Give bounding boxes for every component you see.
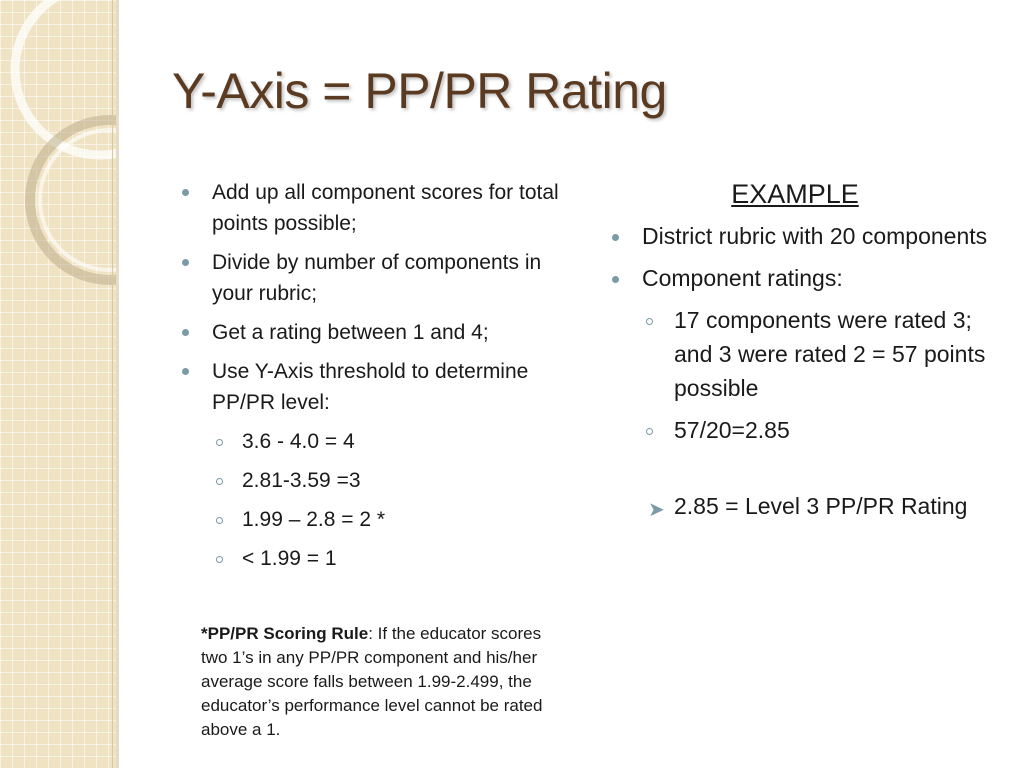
sub-list-item-text: 2.81-3.59 =3 (242, 469, 361, 492)
sub-list-item-text: < 1.99 = 1 (242, 547, 337, 570)
list-item (610, 261, 1010, 295)
list-item-text: Get a rating between 1 and 4; (212, 321, 489, 344)
sub-list-item (610, 303, 1010, 405)
right-bullet-list (610, 219, 1010, 523)
bullet-dot-icon (182, 259, 189, 266)
decorative-circles (0, 0, 116, 768)
sub-list-item (180, 504, 580, 535)
list-item-text: Divide by number of components in your rubric; (212, 251, 542, 305)
sub-list-item-text: 3.6 - 4.0 = 4 (242, 430, 355, 453)
band-divider (112, 0, 113, 768)
sub-list-item-text: 57/20=2.85 (674, 417, 790, 443)
bullet-ring-icon (646, 318, 653, 325)
band-divider-shadow (116, 0, 119, 768)
example-heading: EXAMPLE (731, 179, 859, 209)
arrow-bullet-icon: ➤ (648, 499, 665, 521)
list-item (180, 177, 580, 239)
list-item-text: Use Y-Axis threshold to determine PP/PR level: (212, 360, 529, 414)
sub-list-item (180, 543, 580, 574)
conclusion-item (610, 489, 1010, 523)
bullet-dot-icon (182, 189, 189, 196)
footnote-label: *PP/PR Scoring Rule (201, 624, 369, 643)
bullet-ring-icon (216, 517, 223, 524)
sub-list-item (610, 413, 1010, 447)
bullet-ring-icon (216, 556, 223, 563)
slide-title: Y-Axis = PP/PR Rating (172, 63, 667, 119)
list-item (180, 247, 580, 309)
sub-list-item (180, 426, 580, 457)
footnote-text: : If the educator scores two 1’s in any PP/PR component and his/her average score falls between 1.99-2.499, the educator’s performance level cannot be rated above a 1. (201, 624, 543, 739)
decorative-side-band (0, 0, 116, 768)
list-item-text: Component ratings: (642, 265, 843, 291)
list-item (180, 317, 580, 348)
sub-list-item-text: 1.99 – 2.8 = 2 * (242, 508, 386, 531)
bullet-ring-icon (216, 439, 223, 446)
list-item-text: Add up all component scores for total points possible; (212, 181, 559, 235)
sub-list-item-text: 17 components were rated 3; and 3 were rated 2 = 57 points possible (674, 307, 986, 401)
bullet-dot-icon (182, 329, 189, 336)
list-item (610, 219, 1010, 253)
conclusion-text: 2.85 = Level 3 PP/PR Rating (674, 493, 968, 519)
list-item-text: District rubric with 20 components (642, 223, 988, 249)
bullet-ring-icon (216, 478, 223, 485)
list-item (180, 356, 580, 418)
right-column (610, 177, 1010, 523)
bullet-dot-icon (182, 368, 189, 375)
bullet-ring-icon (646, 428, 653, 435)
bullet-dot-icon (612, 234, 619, 241)
bullet-dot-icon (612, 276, 619, 283)
left-bullet-list (180, 177, 580, 574)
left-column (180, 177, 580, 574)
scoring-rule-footnote (201, 622, 571, 742)
sub-list-item (180, 465, 580, 496)
